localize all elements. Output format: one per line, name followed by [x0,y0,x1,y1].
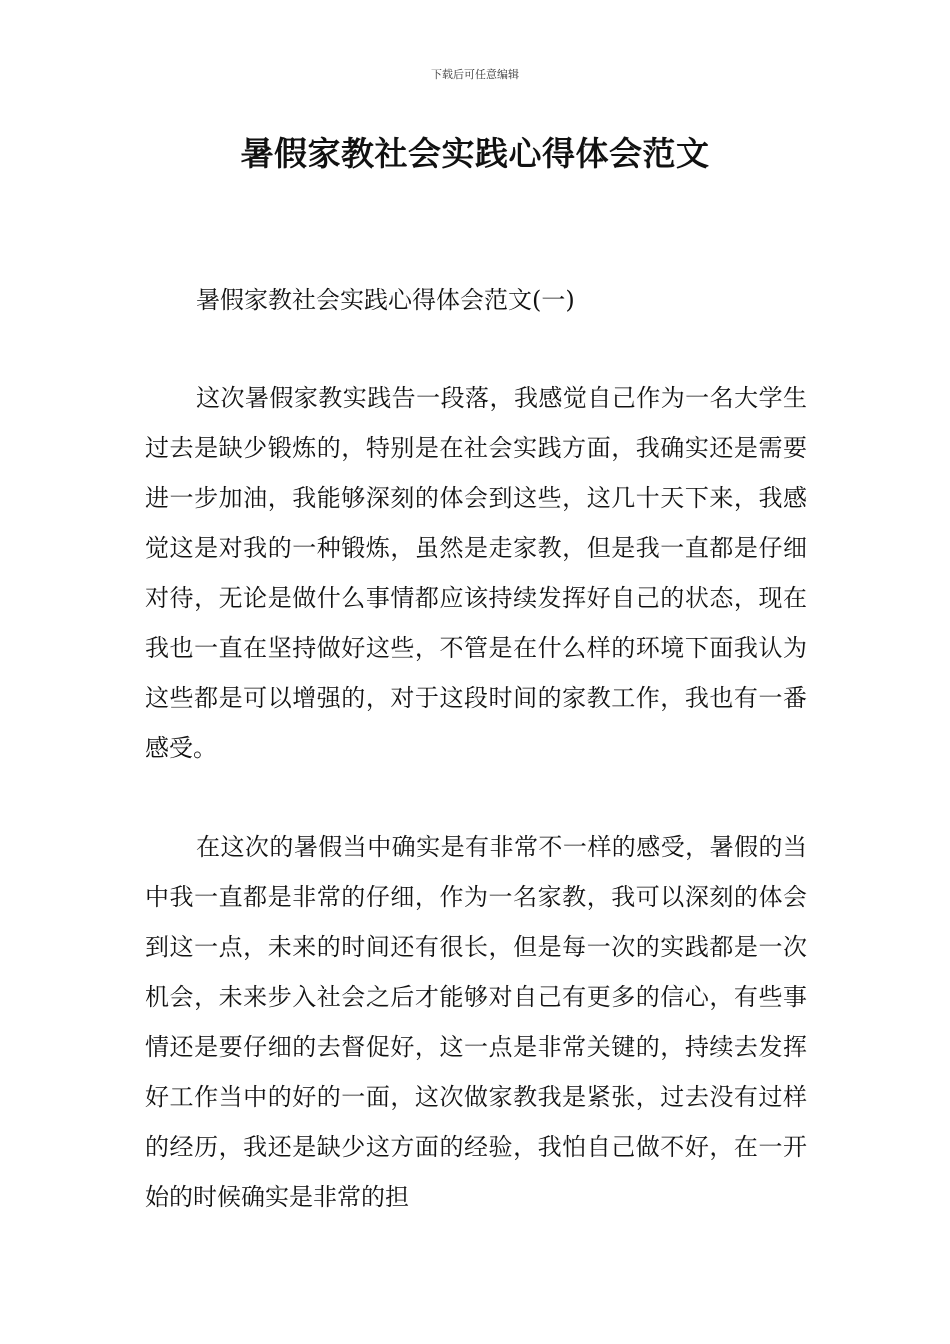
body-paragraph: 这次暑假家教实践告一段落，我感觉自己作为一名大学生过去是缺少锻炼的，特别是在社会实践方面，我确实还是需要进一步加油，我能够深刻的体会到这些，这几十天下来，我感觉这是对我的一种锻炼，虽然是走家教，但是我一直都是仔细对待，无论是做什么事情都应该持续发挥好自己的状态，现在我也一直在坚持做好这些，不管是在什么样的环境下面我认为这些都是可以增强的，对于这段时间的家教工作，我也有一番感受。 [145,384,807,762]
section-heading: 暑假家教社会实践心得体会范文(一) [196,286,575,314]
document-title: 暑假家教社会实践心得体会范文 [240,134,710,173]
body-paragraph: 在这次的暑假当中确实是有非常不一样的感受，暑假的当中我一直都是非常的仔细，作为一名家教，我可以深刻的体会到这一点，未来的时间还有很长，但是每一次的实践都是一次机会，未来步入社会之后才能够对自己有更多的信心，有些事情还是要仔细的去督促好，这一点是非常关键的，持续去发挥好工作当中的好的一面，这次做家教我是紧张，过去没有过样的经历，我还是缺少这方面的经验，我怕自己做不好，在一开始的时候确实是非常的担 [145,833,807,1211]
header-note: 下载后可任意编辑 [431,68,519,81]
